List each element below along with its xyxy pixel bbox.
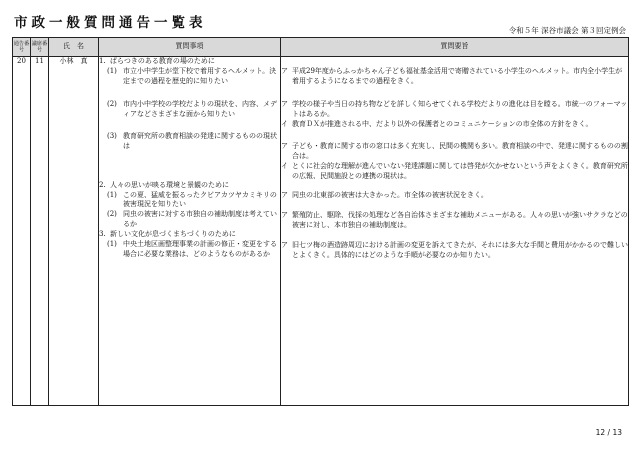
sub-question: (3) 教育研究所の教育相談の発達に関するものの現状は <box>107 131 277 150</box>
answer-item: ア 平成29年度からふっかちゃん子ども福祉基金活用で寄贈されている小学生のヘルメット。市内全小学生が着用するようになるまでの過程をきく。 <box>281 67 623 85</box>
answer-item: イ 教育ＤＸが推進される中、だより以外の保護者とのコミュニケーションの市全体の方針をきく。 <box>281 119 593 128</box>
sub-question: (1) この夏、猛威を振るったクビアカツヤカミキリの被害現況を知りたい <box>107 190 277 209</box>
section-heading: 2. 人々の思いが映る環境と景観のために <box>99 180 229 189</box>
answer-item: ア 同虫の北東部の被害は大きかった。市全体の被害状況をきく。 <box>281 191 488 200</box>
seat-number: 11 <box>31 57 49 406</box>
answer-item: ア 旧七ツ梅の酒造跡周辺における計画の変更を訴えてきたが、それには多大な手間と費用がかかるので難しいとよくきく。具体的にはどのような手順が必要なのか知りたい。 <box>281 241 628 260</box>
question-summary-cell <box>281 57 629 406</box>
table-row <box>13 57 629 406</box>
document-title: 市政一般質問通告一覧表 <box>14 15 207 31</box>
sub-question: (2) 同虫の被害に対する市独自の補助制度は考えているか <box>107 210 277 229</box>
question-summary-header: 質問要旨 <box>281 38 629 57</box>
question-items-cell <box>99 57 281 406</box>
answer-item: ア 学校の様子や当日の持ち物などを詳しく知らせてくれる学校だよりの進化は目を瞠る。市統一のフォーマットはあるか。 <box>281 99 628 118</box>
page-number: 12 / 13 <box>595 428 622 437</box>
section-heading: 3. 新しい文化が息づくまちづくりのために <box>99 230 236 239</box>
question-table <box>12 37 629 406</box>
seat-number-header: 議席番号 <box>31 38 49 57</box>
header-row <box>13 38 629 57</box>
notice-number: 20 <box>13 57 31 406</box>
answer-item: イ とくに社会的な理解が進んでいない発達課題に関しては啓発が欠かせないという声をよくきく。教育研究所の広報、民間施設との連携の現状は。 <box>281 161 628 180</box>
notice-number-header: 通告番号 <box>13 38 31 57</box>
sub-question: (1) 中央土地区画整理事業の計画の修正・変更をする場合に必要な業務は、どのようなものがあるか <box>107 240 277 259</box>
question-items-header: 質問事項 <box>99 38 281 57</box>
sub-question: (1) 市立小中学生が堂下校で着用するヘルメット。決定までの過程を歴史的に知りたい <box>107 66 277 85</box>
name-header: 氏 名 <box>49 38 99 57</box>
member-name: 小林 真 <box>49 57 99 406</box>
sub-question: (2) 市内小中学校の学校だよりの現状を、内容、メディアなどさまざまな面から知りたい <box>107 99 277 118</box>
section-heading: 1. ぱらつきのある教育の場のために <box>99 57 215 65</box>
session-subtitle: 令和５年 深谷市議会 第３回定例会 <box>508 26 626 35</box>
answer-item: ア 繁殖防止、駆除、伐採の処理など各自治体さまざまな補助メニューがある。人々の思いが強いサクラなどの被害に対し、本市独自の補助制度は。 <box>281 211 628 230</box>
answer-item: ア 子ども・教育に関する市の窓口は多く充実し、民間の機関も多い。教育相談の中で、発達に関するものの割合は。 <box>281 141 628 160</box>
